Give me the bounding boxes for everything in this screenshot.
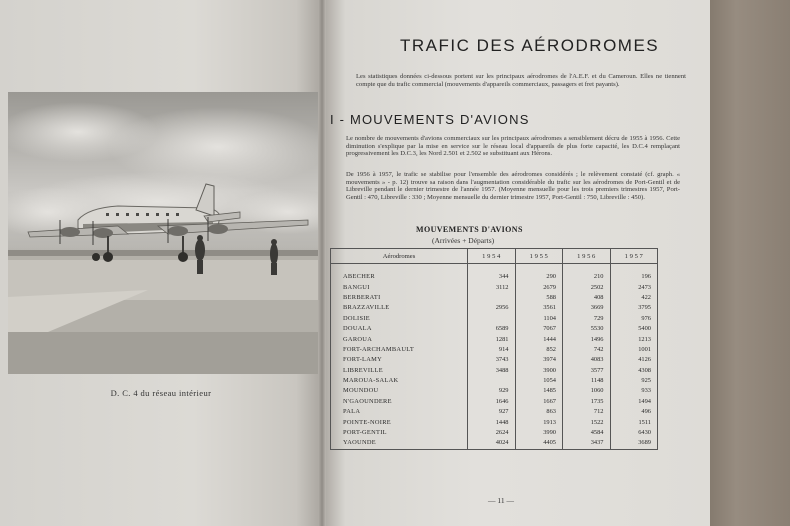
movement-value-cell: 3974 bbox=[515, 355, 563, 365]
movement-value-cell: 4126 bbox=[610, 355, 658, 365]
aerodrome-name-cell: DOUALA bbox=[331, 324, 468, 334]
movement-value-cell: 6589 bbox=[468, 324, 516, 334]
table-row bbox=[331, 293, 658, 303]
movement-value-cell: 7067 bbox=[515, 324, 563, 334]
aerodrome-name-cell: DOLISIE bbox=[331, 314, 468, 324]
table-row bbox=[331, 428, 658, 438]
aerodrome-name-cell: GAROUA bbox=[331, 334, 468, 344]
aerodrome-name-cell: MOUNDOU bbox=[331, 386, 468, 396]
movement-value-cell: 3689 bbox=[610, 438, 658, 449]
movement-value-cell: 3561 bbox=[515, 303, 563, 313]
movement-value-cell: 742 bbox=[563, 345, 611, 355]
aerodrome-name-cell: ABECHER bbox=[331, 272, 468, 282]
aerodrome-name-cell: POINTE-NOIRE bbox=[331, 417, 468, 427]
movement-value-cell: 6430 bbox=[610, 428, 658, 438]
movement-value-cell: 852 bbox=[515, 345, 563, 355]
airplane-photo bbox=[8, 92, 320, 374]
movement-value-cell: 408 bbox=[563, 293, 611, 303]
movement-value-cell: 1281 bbox=[468, 334, 516, 344]
aerodrome-name-cell: BRAZZAVILLE bbox=[331, 303, 468, 313]
photo-caption: D. C. 4 du réseau intérieur bbox=[110, 388, 212, 398]
aerodrome-name-cell: BERBERATI bbox=[331, 293, 468, 303]
movement-value-cell bbox=[468, 314, 516, 324]
movement-value-cell: 1511 bbox=[610, 417, 658, 427]
movement-value-cell: 5530 bbox=[563, 324, 611, 334]
left-page bbox=[0, 0, 322, 526]
table-row bbox=[331, 397, 658, 407]
aerodrome-name-cell: BANGUI bbox=[331, 282, 468, 292]
table-row bbox=[331, 417, 658, 427]
table-row bbox=[331, 272, 658, 282]
aerodrome-name-cell: FORT-LAMY bbox=[331, 355, 468, 365]
movement-value-cell: 1060 bbox=[563, 386, 611, 396]
movement-value-cell: 914 bbox=[468, 345, 516, 355]
column-header: 1 9 5 4 bbox=[468, 249, 516, 264]
movement-value-cell: 2624 bbox=[468, 428, 516, 438]
movement-value-cell: 210 bbox=[563, 272, 611, 282]
aerodrome-name-cell: FORT-ARCHAMBAULT bbox=[331, 345, 468, 355]
aerodrome-name-cell: PORT-GENTIL bbox=[331, 428, 468, 438]
movement-value-cell: 3488 bbox=[468, 366, 516, 376]
movement-value-cell: 290 bbox=[515, 272, 563, 282]
movement-value-cell: 2502 bbox=[563, 282, 611, 292]
table-row bbox=[331, 376, 658, 386]
body-paragraph-2: De 1956 à 1957, le trafic se stabilise pour l'ensemble des aérodromes considérés ; le relèvement constaté (cf. graph. « mouvements » - p. 12) trouve sa raison dans l'augmentation considérable du trafic sur les aérodromes de Port-Gentil et de Libreville pendant le dernier trimestre de l'année 1957. (Moyenne mensuelle pour les trois premiers trimestres 1957, Port-Gentil : 470, Libreville : 330 ; Moyenne mensuelle du dernier trimestre 1957, Port-Gentil : 750, Libreville : 450). bbox=[346, 171, 680, 201]
aerodrome-name-cell: N'GAOUNDERE bbox=[331, 397, 468, 407]
table-row bbox=[331, 282, 658, 292]
table-row bbox=[331, 324, 658, 334]
movement-value-cell: 5400 bbox=[610, 324, 658, 334]
movement-value-cell bbox=[468, 293, 516, 303]
movement-value-cell: 863 bbox=[515, 407, 563, 417]
table-title: MOUVEMENTS D'AVIONS bbox=[416, 225, 523, 234]
column-header: 1 9 5 6 bbox=[563, 249, 611, 264]
movement-value-cell: 1494 bbox=[610, 397, 658, 407]
movement-value-cell: 3437 bbox=[563, 438, 611, 449]
movement-value-cell: 1448 bbox=[468, 417, 516, 427]
table-row bbox=[331, 345, 658, 355]
movement-value-cell: 1054 bbox=[515, 376, 563, 386]
movement-value-cell: 4083 bbox=[563, 355, 611, 365]
table-header-row bbox=[331, 249, 658, 264]
movement-value-cell: 933 bbox=[610, 386, 658, 396]
dc4-aircraft-image bbox=[8, 92, 320, 374]
movement-value-cell: 712 bbox=[563, 407, 611, 417]
movement-value-cell: 1148 bbox=[563, 376, 611, 386]
movement-value-cell: 1646 bbox=[468, 397, 516, 407]
movement-value-cell: 1522 bbox=[563, 417, 611, 427]
table-row bbox=[331, 366, 658, 376]
table-spacer bbox=[331, 264, 658, 273]
movement-value-cell bbox=[468, 376, 516, 386]
intro-paragraph: Les statistiques données ci-dessous portent sur les principaux aérodromes de l'A.E.F. et du Cameroun. Elles ne tiennent compte que du trafic commercial (mouvements d'appareils commerciaux, passagers et fret payants). bbox=[356, 73, 686, 88]
movement-value-cell: 927 bbox=[468, 407, 516, 417]
movement-value-cell: 1913 bbox=[515, 417, 563, 427]
movement-value-cell: 3577 bbox=[563, 366, 611, 376]
movement-value-cell: 925 bbox=[610, 376, 658, 386]
movement-value-cell: 3669 bbox=[563, 303, 611, 313]
table-row bbox=[331, 438, 658, 449]
aerodrome-name-cell: PALA bbox=[331, 407, 468, 417]
body-paragraph-1: Le nombre de mouvements d'avions commerciaux sur les principaux aérodromes a sensiblement décru de 1955 à 1956. Cette diminution s'explique par la mise en service sur le réseau local d'appareils de plus forte capacité, les D.C.4 remplaçant progressivement les D.C.3, les Nord 2.501 et 2.502 se substituant aux Hérons. bbox=[346, 135, 680, 158]
movement-value-cell: 1496 bbox=[563, 334, 611, 344]
movement-value-cell: 929 bbox=[468, 386, 516, 396]
table-row bbox=[331, 355, 658, 365]
column-header: 1 9 5 5 bbox=[515, 249, 563, 264]
movement-value-cell: 976 bbox=[610, 314, 658, 324]
column-header: Aérodromes bbox=[331, 249, 468, 264]
movement-value-cell: 496 bbox=[610, 407, 658, 417]
movement-value-cell: 3112 bbox=[468, 282, 516, 292]
movement-value-cell: 1213 bbox=[610, 334, 658, 344]
movement-value-cell: 1444 bbox=[515, 334, 563, 344]
movement-value-cell: 729 bbox=[563, 314, 611, 324]
movement-value-cell: 3990 bbox=[515, 428, 563, 438]
movement-value-cell: 3900 bbox=[515, 366, 563, 376]
movement-value-cell: 1667 bbox=[515, 397, 563, 407]
book-gutter bbox=[318, 0, 326, 526]
aerodrome-name-cell: YAOUNDE bbox=[331, 438, 468, 449]
movement-value-cell: 3743 bbox=[468, 355, 516, 365]
movement-value-cell: 422 bbox=[610, 293, 658, 303]
table-row bbox=[331, 407, 658, 417]
movement-value-cell: 1104 bbox=[515, 314, 563, 324]
table-row bbox=[331, 314, 658, 324]
section-heading: I - MOUVEMENTS D'AVIONS bbox=[330, 112, 530, 127]
movement-value-cell: 1001 bbox=[610, 345, 658, 355]
table-row bbox=[331, 334, 658, 344]
page-number: — 11 — bbox=[488, 496, 514, 505]
movement-value-cell: 2956 bbox=[468, 303, 516, 313]
movement-value-cell: 4308 bbox=[610, 366, 658, 376]
movement-value-cell: 588 bbox=[515, 293, 563, 303]
table-subtitle: (Arrivées + Départs) bbox=[432, 236, 495, 245]
movement-value-cell: 4405 bbox=[515, 438, 563, 449]
movement-value-cell: 4024 bbox=[468, 438, 516, 449]
movement-value-cell: 2679 bbox=[515, 282, 563, 292]
movement-value-cell: 1735 bbox=[563, 397, 611, 407]
movements-table bbox=[330, 248, 658, 450]
movement-value-cell: 3795 bbox=[610, 303, 658, 313]
table-row bbox=[331, 386, 658, 396]
aerodrome-name-cell: LIBREVILLE bbox=[331, 366, 468, 376]
table-row bbox=[331, 303, 658, 313]
movement-value-cell: 196 bbox=[610, 272, 658, 282]
movement-value-cell: 344 bbox=[468, 272, 516, 282]
aerodrome-name-cell: MAROUA-SALAK bbox=[331, 376, 468, 386]
movement-value-cell: 2473 bbox=[610, 282, 658, 292]
movement-value-cell: 1485 bbox=[515, 386, 563, 396]
table-surface bbox=[700, 0, 790, 526]
page-title: TRAFIC DES AÉRODROMES bbox=[400, 36, 660, 55]
movement-value-cell: 4584 bbox=[563, 428, 611, 438]
column-header: 1 9 5 7 bbox=[610, 249, 658, 264]
